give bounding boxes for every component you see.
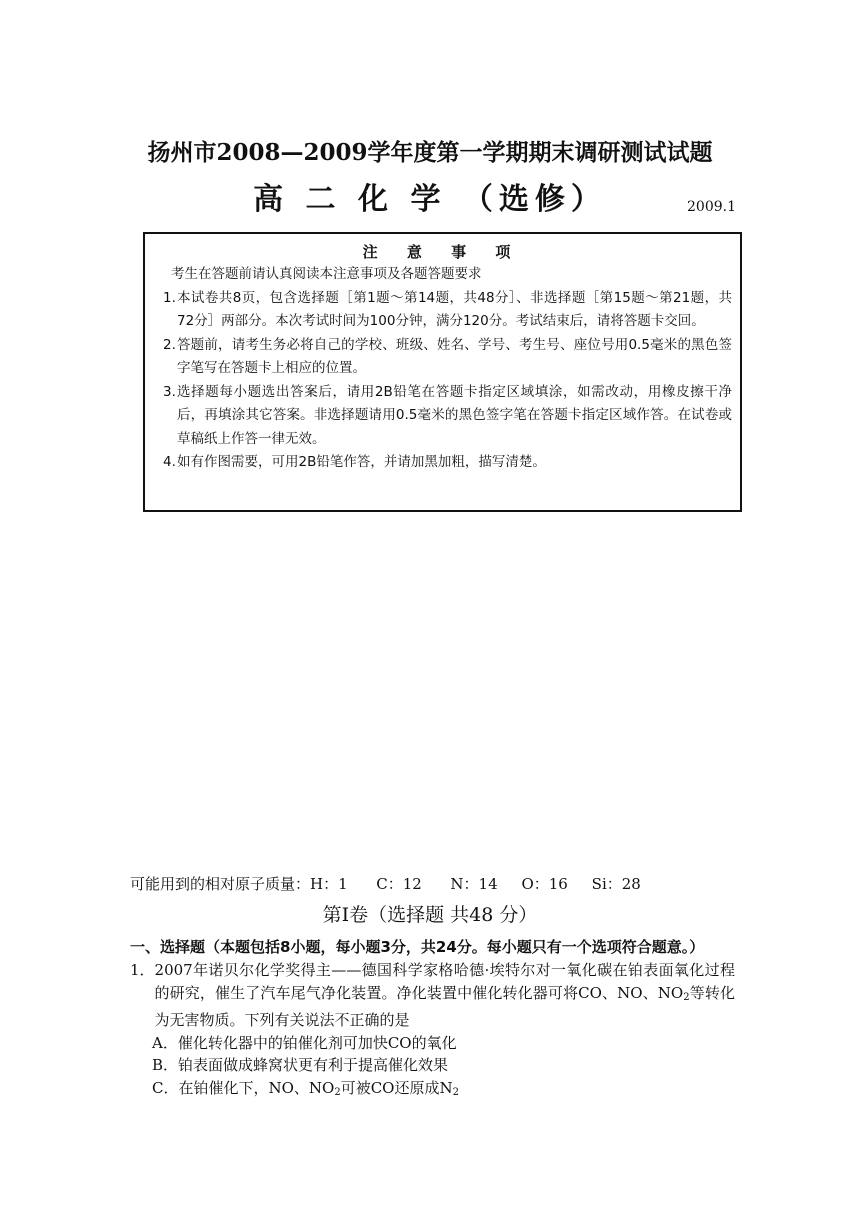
question-number: 1． (130, 961, 155, 979)
notice-heading: 注 意 事 项 (362, 243, 523, 261)
notice-intro: 考生在答题前请认真阅读本注意事项及各题答题要求 (171, 266, 482, 282)
option-c (152, 1077, 735, 1105)
notice-item (163, 381, 732, 452)
notice-item (163, 334, 732, 381)
notice-item (163, 287, 732, 334)
option-text-part: 可被CO还原成N (340, 1078, 453, 1097)
question-1 (130, 959, 735, 1105)
part-heading: 一、选择题（本题包括8小题，每小题3分，共24分。每小题只有一个选项符合题意。） (130, 938, 705, 956)
notice-item-text: 本试卷共8页，包含选择题［第1题～第14题，共48分］、非选择题［第15题～第21题，共72分］两部分。本次考试时间为100分钟，满分120分。考试结束后，请将答题卡交回。 (177, 289, 732, 329)
exam-title: 扬州市2008—2009学年度第一学期期末调研测试试题 (147, 139, 713, 166)
question-text-part: 2007年诺贝尔化学奖得主——德国科学家格哈德·埃特尔对一氧化碳在铂表面氧化过程的研究，催生了汽车尾气净化装置。净化装置中催化转化器可将CO、NO、NO (154, 961, 735, 1002)
question-stem (130, 959, 735, 1032)
notice-item (163, 451, 732, 475)
atomic-masses-line: 可能用到的相对原子质量：H：1 C：12 N：14 O：16 Si：28 (130, 875, 641, 893)
option-a: A．催化转化器中的铂催化剂可加快CO的氧化 (152, 1033, 457, 1052)
option-b: B．铂表面做成蜂窝状更有利于提高催化效果 (152, 1056, 449, 1075)
subscript: 2 (683, 991, 690, 1003)
question-text (155, 959, 735, 1032)
exam-date: 2009.1 (687, 199, 736, 215)
subscript: 2 (334, 1086, 341, 1098)
exam-subtitle: 高 二 化 学 （选修） (253, 182, 607, 217)
notice-item-number: 1. (163, 289, 176, 306)
notice-item-text: 如有作图需要，可用2B铅笔作答，并请加黑加粗，描写清楚。 (177, 454, 546, 470)
notice-item-number: 2. (163, 336, 176, 353)
notice-item-number: 4. (163, 454, 176, 470)
notice-box (143, 232, 742, 512)
notice-item-text: 答题前，请考生务必将自己的学校、班级、姓名、学号、考生号、座位号用0.5毫米的黑色签字笔写在答题卡上相应的位置。 (177, 336, 732, 376)
option-text-part: C．在铂催化下，NO、NO (152, 1078, 335, 1097)
subscript: 2 (452, 1086, 459, 1098)
notice-item-text: 选择题每小题选出答案后，请用2B铅笔在答题卡指定区域填涂，如需改动，用橡皮擦干净后，再填涂其它答案。非选择题请用0.5毫米的黑色签字笔在答题卡指定区域作答。在试卷或草稿纸上作答一律无效。 (177, 383, 732, 447)
question-text-part: 等转化为无害物质。下列有关说法不正确的是 (154, 983, 735, 1030)
notice-item-number: 3. (163, 383, 176, 400)
section-title: 第Ⅰ卷（选择题 共48 分） (322, 904, 538, 926)
